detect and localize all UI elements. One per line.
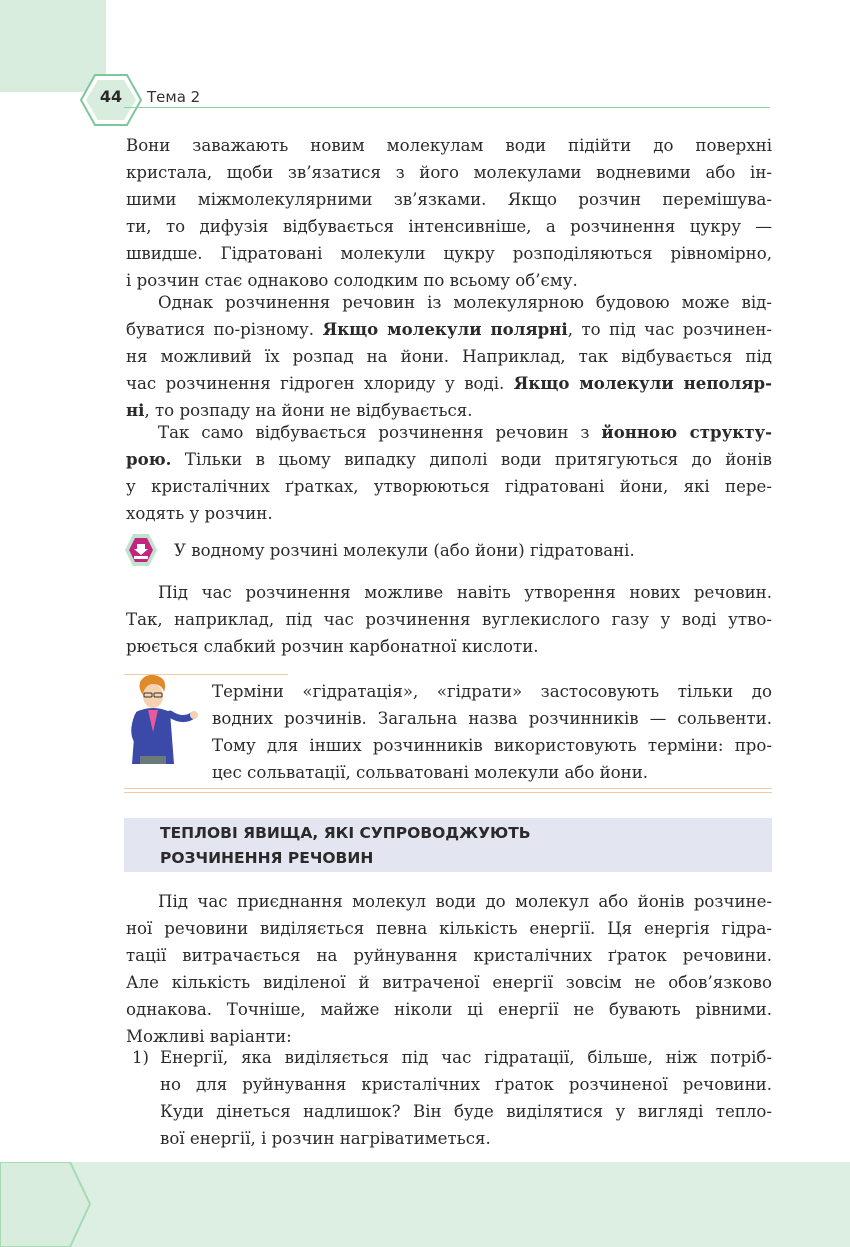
text-line: ходять у розчин. (126, 504, 273, 523)
text-line: Під час розчинення можливе навіть утворення нових речовин. (158, 583, 772, 602)
text-line (126, 419, 772, 446)
text-line: Можливі варіанти: (126, 1027, 292, 1046)
text-line: Куди дінеться надлишок? Він буде виділятися у вигляді тепло- (160, 1102, 772, 1121)
paragraph-3 (126, 419, 772, 527)
text-line: Але кількість виділеної й витраченої енергії зовсім не обов’язково (126, 973, 772, 992)
key-point-text: У водному розчині молекули (або йони) гідратовані. (174, 541, 635, 560)
text-line: Під час приєднання молекул води до молекул або йонів розчине- (158, 892, 772, 911)
paragraph-1 (126, 132, 772, 294)
footer-band (0, 1162, 850, 1247)
page-number: 44 (99, 87, 123, 106)
teacher-illustration (118, 672, 200, 768)
paragraph-2 (126, 289, 772, 424)
text-line: Тому для інших розчинників використовують терміни: про- (212, 736, 772, 755)
bold-term: Якщо молекули неполяр- (513, 373, 772, 393)
text-run: Тільки в цьому випадку диполі води притягуються до йонів (171, 450, 772, 469)
text-line: однакова. Точніше, майже ніколи ці енергії не бувають рівними. (126, 1000, 772, 1019)
bold-term: ні (126, 400, 145, 420)
text-line: Енергії, яка виділяється під час гідратації, більше, ніж потріб- (160, 1048, 772, 1067)
text-run: Так само відбувається розчинення речовин з (158, 423, 602, 442)
paragraph-4 (126, 579, 772, 660)
text-run: буватися по-різному. (126, 320, 323, 339)
text-line: швидше. Гідратовані молекули цукру розподіляються рівномірно, (126, 244, 772, 263)
bold-term: Якщо молекули полярні (322, 319, 568, 339)
theme-label: Тема 2 (147, 88, 201, 106)
key-point-icon (124, 533, 158, 567)
text-line (126, 446, 772, 473)
note-bottom-rule (124, 788, 772, 789)
text-line: Терміни «гідратація», «гідрати» застосовують тільки до (212, 682, 772, 701)
text-line: цес сольватації, сольватовані молекули або йони. (212, 763, 649, 782)
list-item-1 (160, 1044, 772, 1152)
text-run: , то під час розчинен- (567, 320, 773, 339)
text-line: тації витрачається на руйнування кристалічних ґраток речовини. (126, 946, 772, 965)
text-line: рюється слабкий розчин карбонатної кислоти. (126, 637, 539, 656)
text-line: і розчин стає однаково солодким по всьому об’єму. (126, 271, 578, 290)
text-line (126, 316, 772, 343)
bold-term: йонною структу- (601, 422, 772, 442)
footer-hexagon-decoration (0, 1162, 92, 1247)
text-line: у кристалічних ґратках, утворюються гідратовані йони, які пере- (126, 477, 772, 496)
text-line: шими міжмолекулярними зв’язками. Якщо розчин перемішува- (126, 190, 772, 209)
note-text (212, 678, 772, 786)
text-line: вої енергії, і розчин нагріватиметься. (160, 1129, 491, 1148)
header-divider (124, 107, 770, 108)
text-line: кристала, щоби зв’язатися з його молекулами водневими або ін- (126, 163, 772, 182)
text-run: час розчинення гідроген хлориду у воді. (126, 374, 514, 393)
text-line: водних розчинів. Загальна назва розчинників — сольвенти. (212, 709, 772, 728)
text-run: , то розпаду на йони не відбувається. (144, 401, 473, 420)
text-line: Так, наприклад, під час розчинення вуглекислого газу у воді утво- (126, 610, 772, 629)
text-line: ної речовини виділяється певна кількість енергії. Ця енергія гідра- (126, 919, 772, 938)
paragraph-5 (126, 888, 772, 1050)
note-bottom-rule (124, 792, 772, 793)
text-line: Вони заважають новим молекулам води підійти до поверхні (126, 136, 772, 155)
text-line: Однак розчинення речовин із молекулярною будовою може від- (158, 293, 772, 312)
text-line: ти, то дифузія відбувається інтенсивніше, а розчинення цукру — (126, 217, 772, 236)
section-title: ТЕПЛОВІ ЯВИЩА, ЯКІ СУПРОВОДЖУЮТЬ РОЗЧИНЕННЯ РЕЧОВИН (160, 824, 531, 867)
text-line: но для руйнування кристалічних ґраток розчиненої речовини. (160, 1075, 772, 1094)
text-line (126, 370, 772, 397)
text-line: ня можливий їх розпад на йони. Наприклад, так відбувається під (126, 347, 772, 366)
bold-term: рою. (126, 449, 172, 469)
list-item-number: 1) (132, 1048, 150, 1067)
